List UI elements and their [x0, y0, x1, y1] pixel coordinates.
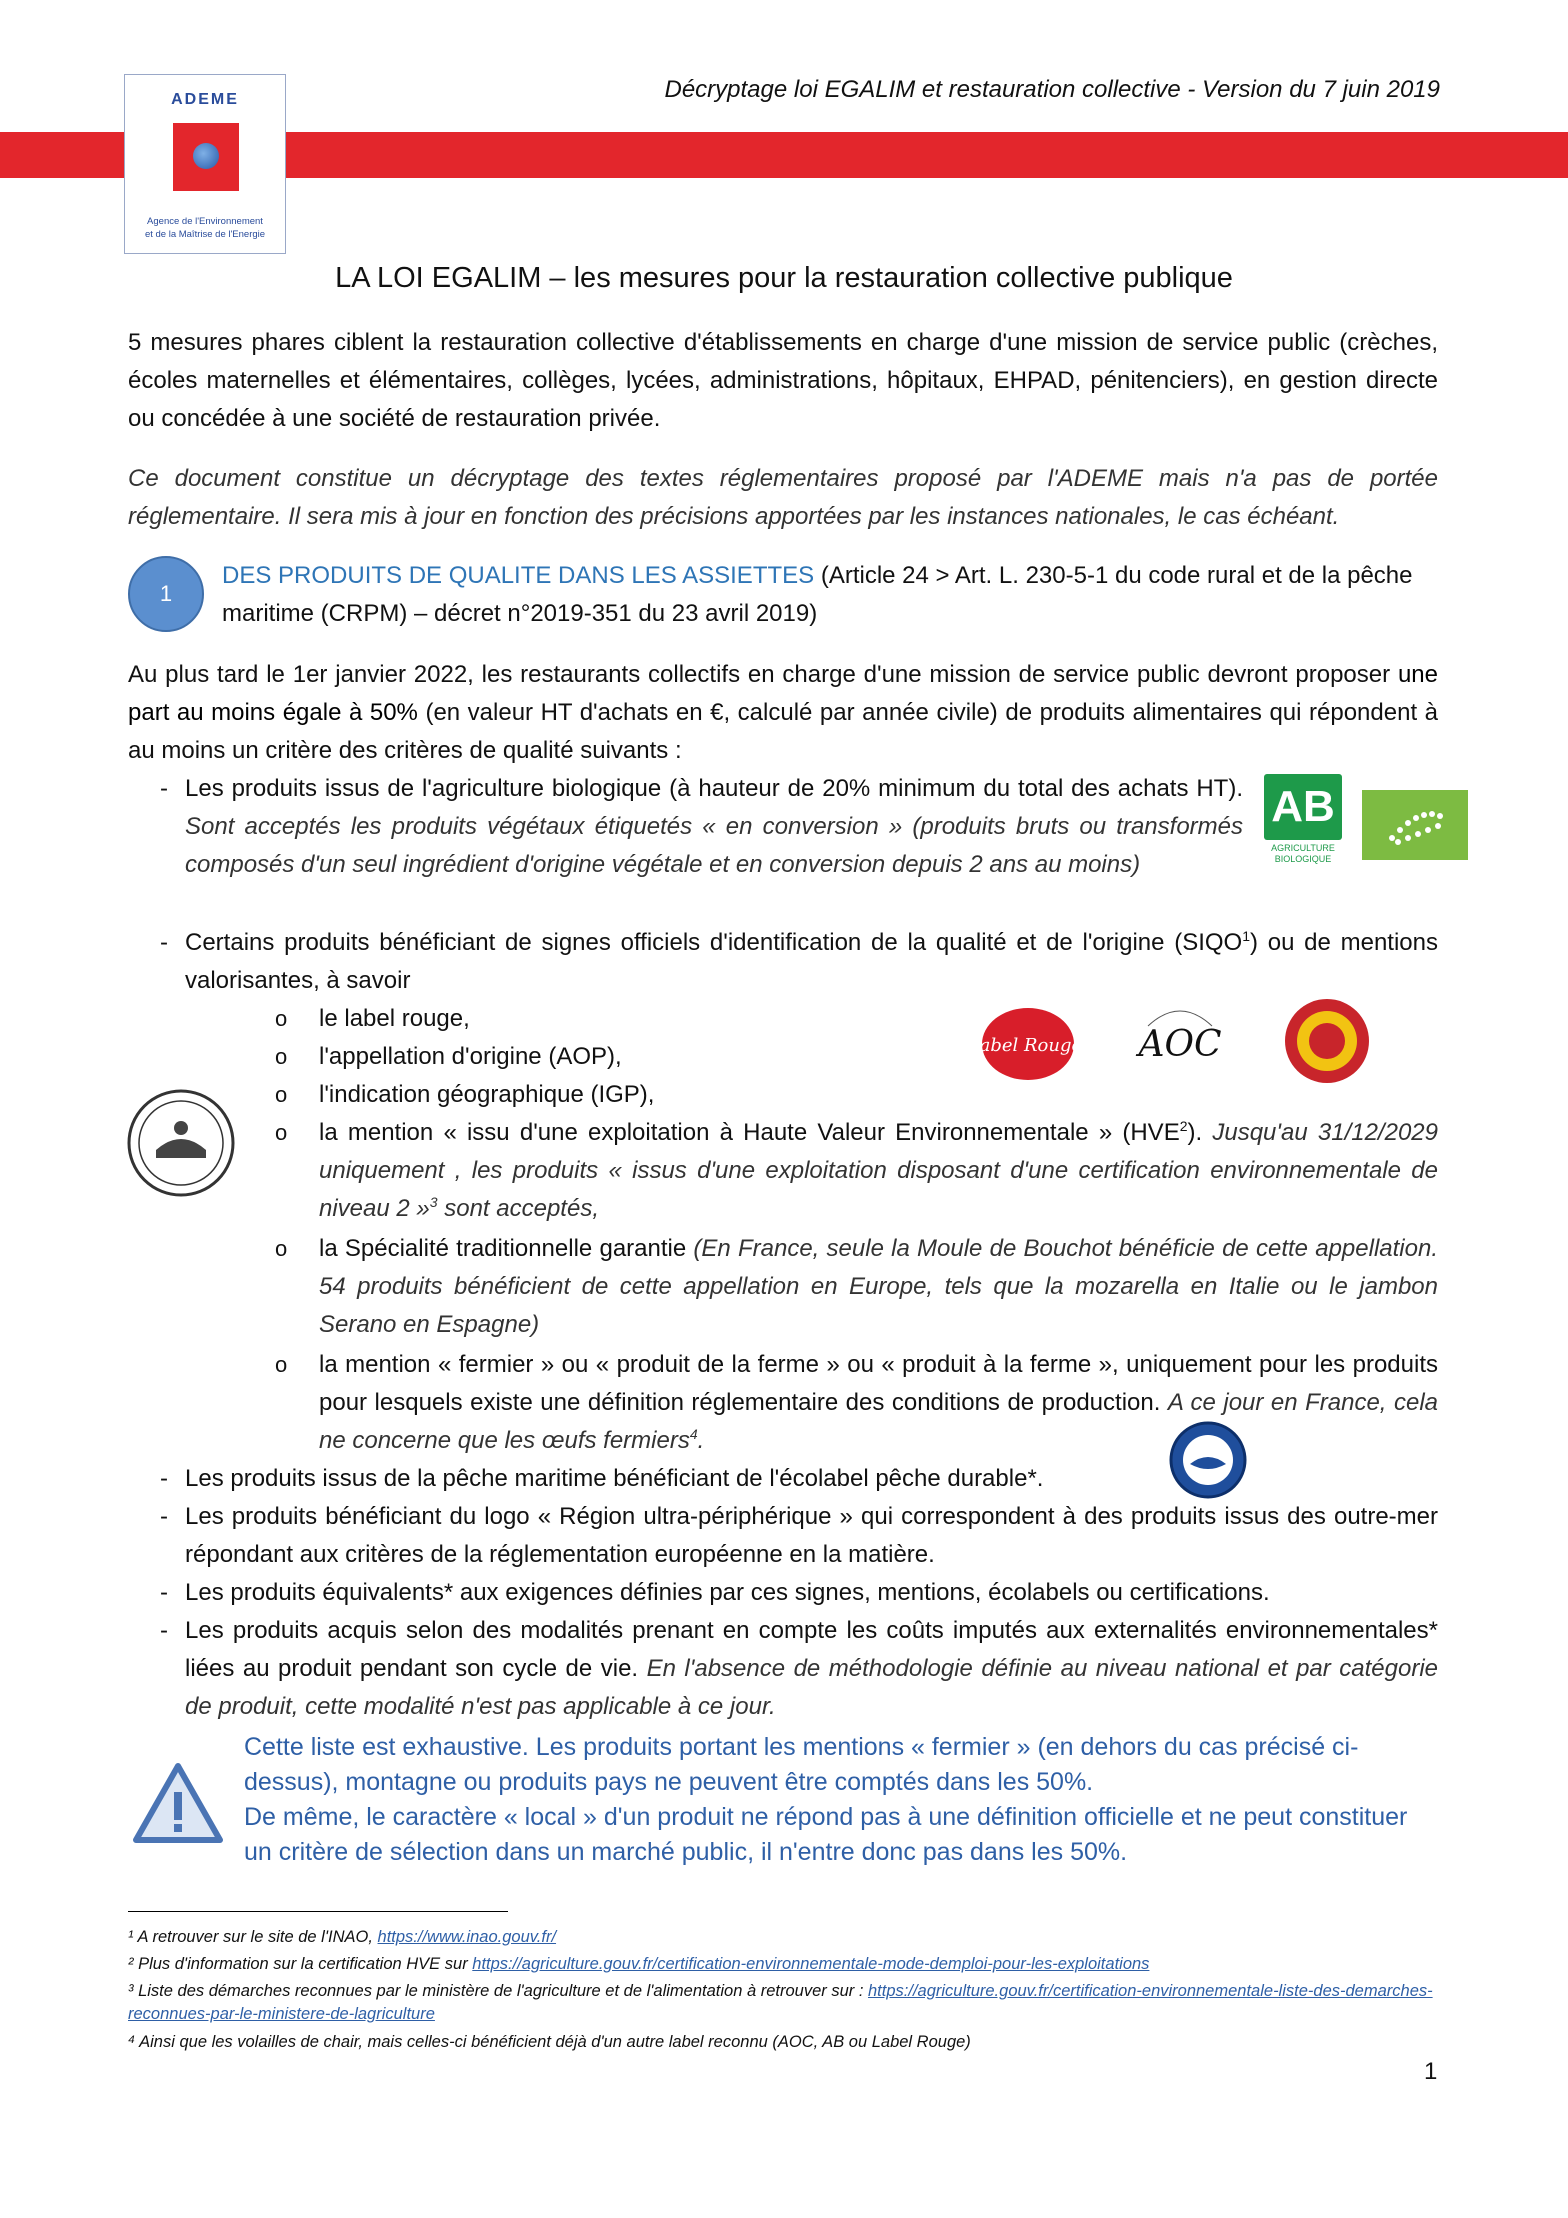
label-rouge-logo — [978, 1004, 1078, 1084]
peche-durable-logo — [1168, 1420, 1248, 1500]
ab-logo: AB AGRICULTURE BIOLOGIQUE — [1264, 774, 1342, 868]
dash-bullet: - — [160, 775, 168, 802]
footnote-4: ⁴ Ainsi que les volailles de chair, mais celles-ci bénéficient déjà d'un autre label reconnu (AOC, AB ou Label Rouge) — [128, 2033, 971, 2051]
disclaimer-paragraph: Ce document constitue un décryptage des textes réglementaires proposé par l'ADEME mais n'a pas de portée réglementaire. Il sera mis à jour en fonction des précisions apportées par les instances nationales, le cas échéant. — [128, 465, 1438, 530]
dash-bullet: - — [160, 929, 168, 956]
section-title — [222, 557, 1438, 633]
share-50: une part au moins égale à 50% — [128, 661, 1438, 726]
item-stg: la Spécialité traditionnelle garantie (En France, seule la Moule de Bouchot bénéficie de cette appellation. 54 produits bénéficient de cette appellation en Europe, tels que la mozarella en Italie ou le jambon Serano en Espagne) — [319, 1235, 1439, 1338]
hve-logo — [126, 1088, 236, 1198]
main-paragraph: Au plus tard le 1er janvier 2022, les restaurants collectifs en charge d'une mission de service public devront proposer une part au moins égale à 50% (en valeur HT d'achats en €, calculé par année civile) de produits alimentaires qui répondent à au moins un critère des critères de qualité suivants : — [128, 661, 1439, 764]
circle-bullet: o — [275, 1120, 288, 1145]
warning-line-2: De même, le caractère « local » d'un produit ne répond pas à une définition officielle et ne peut constituer un critère de sélection dans un marché public, il n'entre donc pas dans les 50%. — [244, 1803, 1408, 1866]
logo-red-square — [173, 123, 239, 191]
bullet-externalites: Les produits acquis selon des modalités prenant en compte les coûts imputés aux externalités environnementales* liées au produit pendant son cycle de vie. En l'absence de méthodologie définie au niveau national et par catégorie de produit, cette modalité n'est pas applicable à ce jour. — [185, 1617, 1438, 1720]
dash-bullet: - — [160, 1465, 168, 1492]
warning-icon — [130, 1760, 226, 1846]
item-aop: l'appellation d'origine (AOP), — [319, 1043, 622, 1070]
circle-bullet: o — [275, 1006, 288, 1031]
intro-paragraph: 5 mesures phares ciblent la restauration collective d'établissements en charge d'une mission de service public (crèches, écoles maternelles et élémentaires, collèges, lycées, administrations, hôpitaux, EHPAD, pénitenciers), en gestion directe ou concédée à une société de restauration privée. — [128, 329, 1438, 432]
circle-bullet: o — [275, 1236, 288, 1261]
footnote-1-link[interactable]: https://www.inao.gouv.fr/ — [377, 1928, 557, 1946]
svg-text:label Rouge: label Rouge — [978, 1035, 1078, 1056]
dash-bullet: - — [160, 1617, 168, 1644]
footnote-divider — [128, 1911, 508, 1912]
page-title: LA LOI EGALIM – les mesures pour la restauration collective publique — [335, 262, 1233, 294]
dash-bullet: - — [160, 1579, 168, 1606]
item-igp: l'indication géographique (IGP), — [319, 1081, 655, 1108]
logo-caption: Agence de l'Environnement et de la Maîtrise de l'Energie — [144, 216, 266, 240]
eu-organic-leaf-icon — [1362, 790, 1468, 860]
footnote-2: ² Plus d'information sur la certification HVE sur https://agriculture.gouv.fr/certification-environnementale-mode-demploi-pour-les-exploitations — [128, 1955, 1150, 1973]
circle-bullet: o — [275, 1082, 288, 1107]
aop-seal-icon — [1282, 996, 1372, 1086]
section-title-main: DES PRODUITS DE QUALITE DANS LES ASSIETTES — [222, 562, 815, 589]
footnote-3-link[interactable]: https://agriculture.gouv.fr/certification-environnementale-liste-des-demarches-reconnues-par-le-ministere-de-lagriculture — [128, 1982, 1433, 2023]
logo-name: ADEME — [171, 91, 239, 108]
footnote-1: ¹ A retrouver sur le site de l'INAO, https://www.inao.gouv.fr/ — [128, 1928, 557, 1946]
globe-icon — [193, 143, 219, 169]
section-title-ref: (Article 24 > Art. L. 230-5-1 du code rural et de la pêche maritime (CRPM) – décret n°2019-351 du 23 avril 2019) — [222, 562, 1413, 627]
page-number: 1 — [1424, 2058, 1438, 2085]
running-header: Décryptage loi EGALIM et restauration collective - Version du 7 juin 2019 — [664, 76, 1440, 103]
warning-text — [244, 1730, 1440, 1870]
warning-line-1: Cette liste est exhaustive. Les produits portant les mentions « fermier » (en dehors du cas précisé ci-dessus), montagne ou produits pays ne peuvent être comptés dans les 50%. — [244, 1733, 1359, 1796]
dash-bullet: - — [160, 1503, 168, 1530]
circle-bullet: o — [275, 1044, 288, 1069]
svg-text:AOC: AOC — [1138, 1024, 1222, 1065]
ademe-logo — [124, 74, 286, 254]
bullet-peche: Les produits issus de la pêche maritime bénéficiant de l'écolabel pêche durable*. — [185, 1465, 1044, 1492]
circle-bullet: o — [275, 1352, 288, 1377]
aoc-logo — [1134, 996, 1226, 1086]
item-hve: la mention « issu d'une exploitation à Haute Valeur Environnementale » (HVE$^2$). Jusqu'au 31/12/2029 uniquement , les produits « issus d'une exploitation disposant d'une certification environnementale de niveau 2 »$^3$ sont acceptés, — [319, 1118, 1438, 1222]
footnote-2-link[interactable]: https://agriculture.gouv.fr/certification-environnementale-mode-demploi-pour-les-exploitations — [472, 1955, 1150, 1973]
bullet-equivalents: Les produits équivalents* aux exigences définies par ces signes, mentions, écolabels ou certifications. — [185, 1579, 1270, 1606]
bullet-organic: Les produits issus de l'agriculture biologique (à hauteur de 20% minimum du total des achats HT). Sont acceptés les produits végétaux étiquetés « en conversion » (produits bruts ou transformés composés d'un seul ingrédient d'origine végétale et en conversion depuis 2 ans au moins) — [185, 775, 1243, 878]
footnote-3: ³ Liste des démarches reconnues par le ministère de l'agriculture et de l'alimentation à retrouver sur : https://agriculture.gouv.fr/certification-environnementale-liste-des-demarches-reconnues-par-le-ministere-de-lagriculture — [128, 1982, 1433, 2023]
bullet-rup: Les produits bénéficiant du logo « Région ultra-périphérique » qui correspondent à des produits issus des outre-mer répondant aux critères de la réglementation européenne en la matière. — [185, 1503, 1438, 1568]
section-number-badge: 1 — [128, 556, 204, 632]
item-label-rouge: le label rouge, — [319, 1005, 470, 1032]
bullet-siqo: Certains produits bénéficiant de signes officiels d'identification de la qualité et de l'origine (SIQO$^1$) ou de mentions valorisantes, à savoir — [185, 928, 1438, 994]
item-fermier: la mention « fermier » ou « produit de la ferme » ou « produit à la ferme », uniquement pour les produits pour lesquels existe une définition réglementaire des conditions de production. A ce jour en France, cela ne concerne que les œufs fermiers$^4$. — [319, 1351, 1438, 1454]
